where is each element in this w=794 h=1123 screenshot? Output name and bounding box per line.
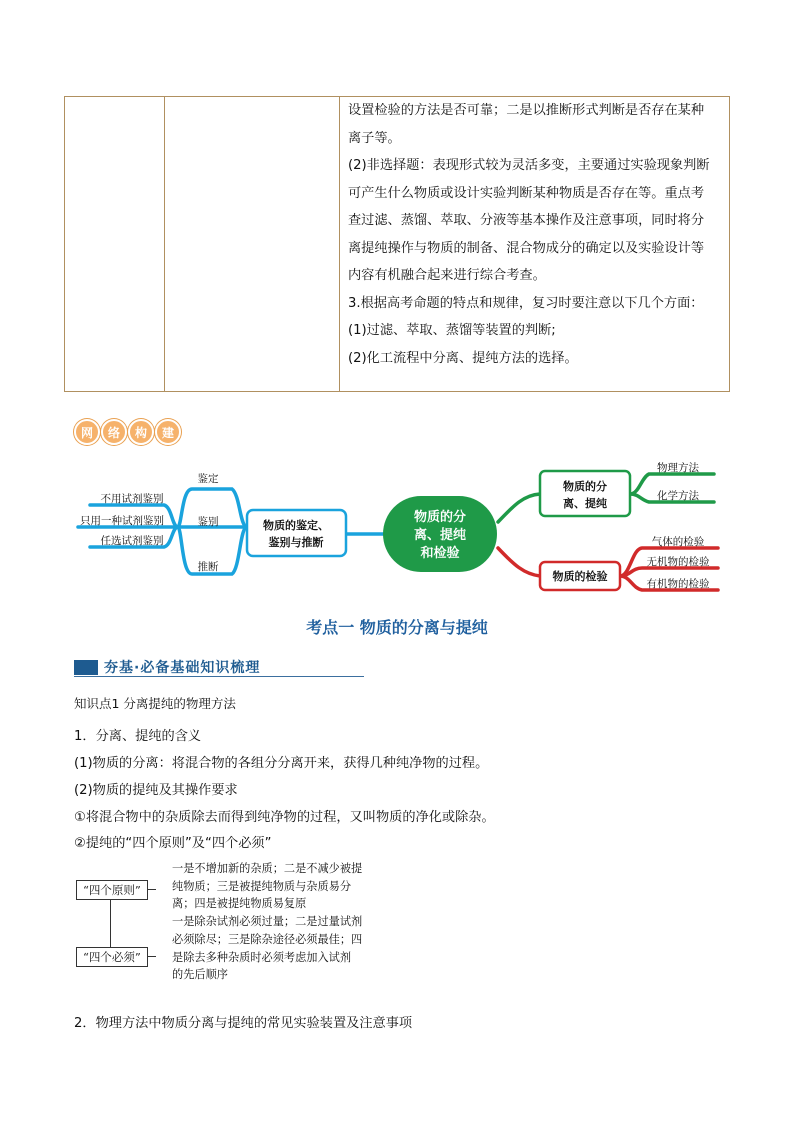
tag-four-musts: “四个必须” [76,947,148,967]
table-cell-content [340,97,730,392]
table-line: 3.根据高考命题的特点和规律，复习时要注意以下几个方面： [348,295,704,311]
principles-diagram [74,858,404,988]
table-line: 设置检验的方法是否可靠；二是以推断形式判断是否存在某种 [348,103,705,118]
principles-text-block [172,860,362,984]
det-line-inorganic [620,568,718,576]
must-line: 必须除尽；三是除杂途径必须最佳；四 [172,932,363,946]
node-identification-box [247,510,346,556]
exam-analysis-table [64,96,730,392]
node-separation-line2: 离、提纯 [563,497,607,510]
branch-label-identify: 鉴定 [197,473,219,485]
body-line-4: ①将混合物中的杂质除去而得到纯净物的过程，又叫物质的净化或除杂。 [74,810,495,825]
body-line-6: 2．物理方法中物质分离与提纯的常见实验装置及注意事项 [74,1016,413,1031]
branch-label-distinguish: 鉴别 [197,516,219,528]
table-line: 离提纯操作与物质的制备、混合物成分的确定以及实验设计等 [348,240,705,256]
node-identification-line1: 物质的鉴定、 [263,519,329,532]
node-separation-line1: 物质的分 [563,480,607,493]
mind-map [64,460,744,600]
banner-label: 夯基·必备基础知识梳理 [104,660,261,676]
table-cell-empty-1 [65,97,165,392]
node-identification-line2: 鉴别与推断 [268,536,324,549]
table-line: 离子等。 [348,130,401,146]
sub-label-any-reagent: 任选试剂鉴别 [100,535,164,547]
must-line: 一是除杂试剂必须过量；二是过量试剂 [172,915,363,929]
body-line-3: (2)物质的提纯及其操作要求 [74,783,238,798]
branch-label-infer: 推断 [197,561,219,573]
node-center-line2: 离、提纯 [413,528,467,543]
body-line-1: 1．分离、提纯的含义 [74,729,202,744]
link-center-separation [498,494,540,522]
badge-char: 构 [128,419,154,445]
sep-item-chemical: 化学方法 [657,490,699,502]
principle-line: 离；四是被提纯物质易复原 [172,897,307,911]
table-line: 查过滤、蒸馏、萃取、分液等基本操作及注意事项，同时将分 [348,213,705,228]
connector-h2 [148,956,156,957]
node-detection-label: 物质的检验 [552,570,608,583]
section-title: 考点一 物质的分离与提纯 [306,618,488,637]
badge-char: 建 [155,419,181,445]
table-line: 内容有机融合起来进行综合考查。 [348,268,546,283]
principle-line: 一是不增加新的杂质；二是不减少被提 [172,862,363,875]
banner-block [74,660,98,675]
sub-label-no-reagent: 不用试剂鉴别 [100,493,164,505]
node-center-line3: 和检验 [420,546,460,561]
banner-underline [74,676,364,677]
table-line: 可产生什么物质或设计实验判断某种物质是否存在等。重点考 [348,185,705,201]
table-line: (2)非选择题：表现形式较为灵活多变，主要通过实验现象判断 [348,158,710,173]
det-item-inorganic: 无机物的检验 [646,556,710,568]
node-center-line1: 物质的分 [413,510,467,525]
table-line: (2)化工流程中分离、提纯方法的选择。 [348,350,578,366]
badge-char: 网 [74,419,100,445]
knowledge-point-title: 知识点1 分离提纯的物理方法 [74,696,236,711]
body-line-2: (1)物质的分离：将混合物的各组分分离开来，获得几种纯净物的过程。 [74,756,489,771]
table-cell-empty-2 [165,97,340,392]
body-line-5: ②提纯的“四个原则”及“四个必须” [74,836,272,851]
link-center-detection [498,548,540,576]
network-build-badge [74,419,181,445]
principle-line: 纯物质；三是被提纯物质与杂质易分 [172,879,352,893]
badge-char: 络 [101,419,127,445]
must-line: 的先后顺序 [172,968,228,982]
det-item-gas: 气体的检验 [651,536,705,548]
sep-item-physical: 物理方法 [657,462,699,474]
must-line: 是除去多种杂质时必须考虑加入试剂 [172,950,352,964]
subsection-banner [74,655,364,679]
table-line: (1)过滤、萃取、蒸馏等装置的判断; [348,323,556,338]
sub-label-one-reagent: 只用一种试剂鉴别 [80,515,164,527]
det-item-organic: 有机物的检验 [646,578,710,590]
connector-h1 [148,889,156,890]
tag-four-principles: “四个原则” [76,880,148,900]
